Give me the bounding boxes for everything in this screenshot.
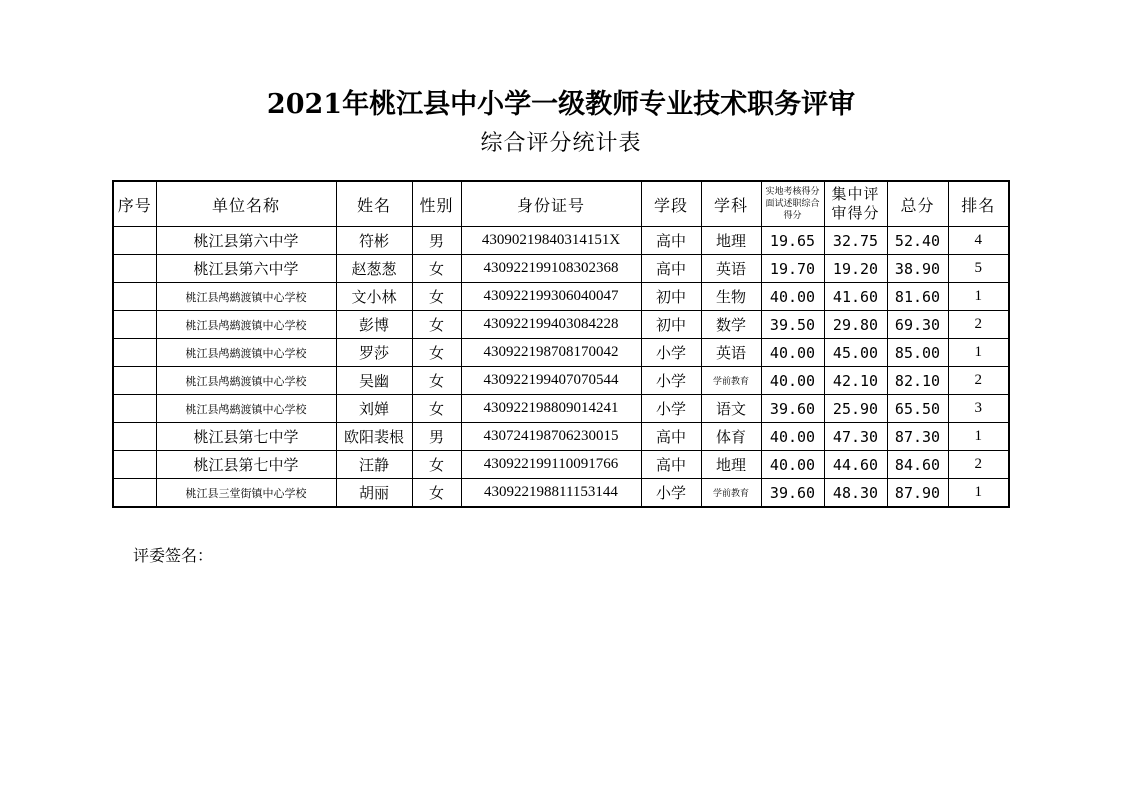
table-row [113, 423, 1009, 451]
table-row [113, 395, 1009, 423]
table-row [113, 311, 1009, 339]
cell-gender: 女 [412, 367, 461, 395]
cell-unit: 桃江县第六中学 [156, 227, 336, 255]
cell-review-score: 48.30 [824, 479, 887, 508]
cell-stage: 高中 [641, 423, 701, 451]
header-name: 姓名 [336, 181, 412, 227]
cell-unit: 桃江县鸬鹚渡镇中心学校 [156, 311, 336, 339]
cell-rank: 1 [948, 423, 1009, 451]
cell-unit: 桃江县三堂街镇中心学校 [156, 479, 336, 508]
cell-stage: 初中 [641, 283, 701, 311]
cell-review-score: 19.20 [824, 255, 887, 283]
header-row [113, 181, 1009, 227]
cell-name: 汪静 [336, 451, 412, 479]
document-subtitle: 综合评分统计表 [480, 131, 642, 156]
cell-gender: 女 [412, 451, 461, 479]
cell-name: 文小林 [336, 283, 412, 311]
header-subject: 学科 [701, 181, 761, 227]
cell-id: 430724198706230015 [461, 423, 641, 451]
cell-total: 52.40 [887, 227, 948, 255]
document-title: 2021年桃江县中小学一级教师专业技术职务评审 [266, 89, 856, 120]
cell-name: 吴幽 [336, 367, 412, 395]
cell-seq [113, 395, 156, 423]
cell-total: 81.60 [887, 283, 948, 311]
cell-id: 430922198809014241 [461, 395, 641, 423]
table-row [113, 339, 1009, 367]
cell-rank: 2 [948, 451, 1009, 479]
cell-onsite-score: 19.70 [761, 255, 824, 283]
cell-gender: 女 [412, 283, 461, 311]
cell-total: 38.90 [887, 255, 948, 283]
cell-unit: 桃江县鸬鹚渡镇中心学校 [156, 367, 336, 395]
cell-subject: 学前教育 [701, 479, 761, 508]
cell-seq [113, 423, 156, 451]
cell-name: 胡丽 [336, 479, 412, 508]
cell-total: 69.30 [887, 311, 948, 339]
cell-stage: 高中 [641, 255, 701, 283]
cell-id: 430922198708170042 [461, 339, 641, 367]
cell-subject: 语文 [701, 395, 761, 423]
cell-subject: 英语 [701, 339, 761, 367]
cell-onsite-score: 39.60 [761, 395, 824, 423]
cell-total: 85.00 [887, 339, 948, 367]
cell-stage: 高中 [641, 227, 701, 255]
header-total: 总分 [887, 181, 948, 227]
cell-subject: 地理 [701, 227, 761, 255]
cell-gender: 女 [412, 395, 461, 423]
cell-gender: 女 [412, 479, 461, 508]
cell-subject: 生物 [701, 283, 761, 311]
cell-unit: 桃江县鸬鹚渡镇中心学校 [156, 339, 336, 367]
cell-stage: 小学 [641, 395, 701, 423]
cell-total: 87.90 [887, 479, 948, 508]
cell-rank: 1 [948, 479, 1009, 508]
cell-onsite-score: 40.00 [761, 339, 824, 367]
cell-subject: 数学 [701, 311, 761, 339]
table-row [113, 227, 1009, 255]
cell-gender: 男 [412, 423, 461, 451]
cell-review-score: 45.00 [824, 339, 887, 367]
cell-stage: 小学 [641, 479, 701, 508]
cell-onsite-score: 40.00 [761, 423, 824, 451]
cell-onsite-score: 40.00 [761, 367, 824, 395]
cell-subject: 学前教育 [701, 367, 761, 395]
header-stage: 学段 [641, 181, 701, 227]
cell-seq [113, 339, 156, 367]
cell-onsite-score: 40.00 [761, 451, 824, 479]
cell-seq [113, 283, 156, 311]
score-table [112, 180, 1010, 508]
header-id: 身份证号 [461, 181, 641, 227]
cell-stage: 高中 [641, 451, 701, 479]
table-row [113, 451, 1009, 479]
header-seq: 序号 [113, 181, 156, 227]
cell-rank: 4 [948, 227, 1009, 255]
cell-review-score: 32.75 [824, 227, 887, 255]
cell-rank: 5 [948, 255, 1009, 283]
cell-subject: 英语 [701, 255, 761, 283]
reviewer-signature-label: 评委签名： [133, 546, 214, 565]
cell-name: 刘婵 [336, 395, 412, 423]
table-row [113, 283, 1009, 311]
cell-review-score: 42.10 [824, 367, 887, 395]
cell-name: 罗莎 [336, 339, 412, 367]
cell-rank: 1 [948, 283, 1009, 311]
cell-rank: 1 [948, 339, 1009, 367]
cell-id: 430922199306040047 [461, 283, 641, 311]
cell-total: 87.30 [887, 423, 948, 451]
cell-total: 82.10 [887, 367, 948, 395]
cell-total: 84.60 [887, 451, 948, 479]
cell-unit: 桃江县第六中学 [156, 255, 336, 283]
cell-seq [113, 255, 156, 283]
cell-subject: 地理 [701, 451, 761, 479]
cell-id: 430922199108302368 [461, 255, 641, 283]
cell-review-score: 47.30 [824, 423, 887, 451]
cell-seq [113, 367, 156, 395]
cell-unit: 桃江县鸬鹚渡镇中心学校 [156, 395, 336, 423]
cell-seq [113, 227, 156, 255]
cell-rank: 3 [948, 395, 1009, 423]
cell-stage: 小学 [641, 339, 701, 367]
table-row [113, 255, 1009, 283]
table-row [113, 367, 1009, 395]
header-onsite-score: 实地考核得分面试述职综合得分 [761, 181, 824, 227]
cell-gender: 女 [412, 339, 461, 367]
cell-review-score: 41.60 [824, 283, 887, 311]
cell-onsite-score: 39.50 [761, 311, 824, 339]
cell-review-score: 44.60 [824, 451, 887, 479]
cell-id: 430922198811153144 [461, 479, 641, 508]
cell-name: 符彬 [336, 227, 412, 255]
cell-subject: 体育 [701, 423, 761, 451]
cell-seq [113, 311, 156, 339]
header-gender: 性别 [412, 181, 461, 227]
cell-gender: 男 [412, 227, 461, 255]
cell-onsite-score: 19.65 [761, 227, 824, 255]
cell-total: 65.50 [887, 395, 948, 423]
table-header [113, 181, 1009, 227]
cell-review-score: 29.80 [824, 311, 887, 339]
table-row [113, 479, 1009, 508]
cell-gender: 女 [412, 255, 461, 283]
cell-seq [113, 479, 156, 508]
cell-stage: 小学 [641, 367, 701, 395]
cell-stage: 初中 [641, 311, 701, 339]
cell-unit: 桃江县鸬鹚渡镇中心学校 [156, 283, 336, 311]
cell-unit: 桃江县第七中学 [156, 423, 336, 451]
cell-review-score: 25.90 [824, 395, 887, 423]
cell-gender: 女 [412, 311, 461, 339]
table-body [113, 227, 1009, 508]
header-rank: 排名 [948, 181, 1009, 227]
cell-rank: 2 [948, 311, 1009, 339]
cell-id: 43090219840314151X [461, 227, 641, 255]
cell-name: 欧阳裴根 [336, 423, 412, 451]
cell-seq [113, 451, 156, 479]
cell-unit: 桃江县第七中学 [156, 451, 336, 479]
cell-id: 430922199403084228 [461, 311, 641, 339]
header-review-score: 集中评审得分 [824, 181, 887, 227]
cell-name: 彭博 [336, 311, 412, 339]
header-unit: 单位名称 [156, 181, 336, 227]
cell-onsite-score: 39.60 [761, 479, 824, 508]
cell-id: 430922199110091766 [461, 451, 641, 479]
cell-name: 赵葱葱 [336, 255, 412, 283]
cell-id: 430922199407070544 [461, 367, 641, 395]
cell-onsite-score: 40.00 [761, 283, 824, 311]
cell-rank: 2 [948, 367, 1009, 395]
